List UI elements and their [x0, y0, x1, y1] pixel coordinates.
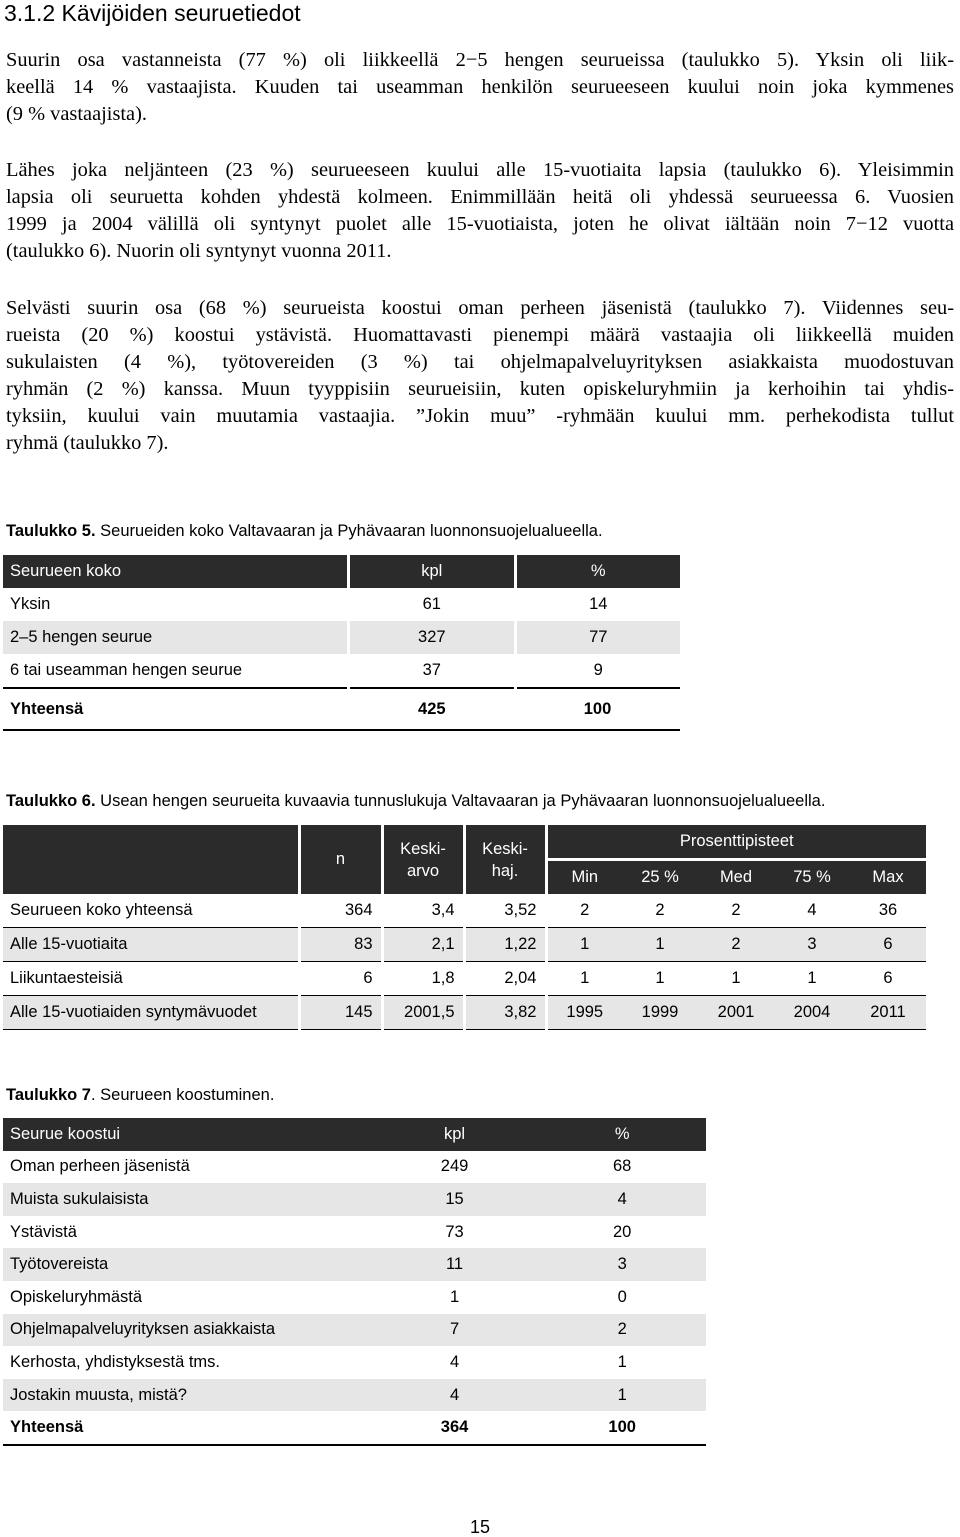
table-cell: 7 [371, 1314, 539, 1347]
paragraph-line: lapsia oli seuruetta kohden yhdestä kolmeen. Enimmillään heitä oli yhdessä seurueessa 6. Vuosien [6, 186, 954, 208]
table-cell: 61 [349, 588, 515, 621]
table-cell: 1 [449, 1287, 460, 1306]
header-cell: Seurueen koko [3, 555, 349, 588]
paragraph-line: Suurin osa vastanneista (77 %) oli liikkeellä 2−5 hengen seurueissa (taulukko 5). Yksin oli liik- [6, 49, 954, 71]
table-cell: 3,82 [464, 996, 546, 1030]
header-cell-min: Min [546, 860, 622, 895]
header-cell: kpl [349, 555, 515, 588]
table6-caption [6, 791, 825, 811]
table-row [3, 654, 680, 688]
header-cell: Seurue koostui [3, 1118, 371, 1151]
table-cell: 1995 [546, 996, 622, 1030]
table-cell: 1 [546, 928, 622, 962]
paragraph-line: 1999 ja 2004 välillä oli syntynyt puolet alle 15-vuotiaista, joten he olivat iältään noin 7−12 vuotta [6, 213, 954, 235]
table-cell: 83 [299, 928, 382, 962]
header-text: Keski- [482, 839, 528, 858]
paragraph-line: ryhmän (2 %) kanssa. Muun tyyppisiin seurueisiin, kuten opiskeluryhmiin ja kerhoihin tai yhdis- [6, 378, 954, 400]
header-cell-n: n [299, 825, 382, 894]
table7-caption [6, 1085, 274, 1105]
table6-caption-label: Taulukko 6. [6, 792, 96, 810]
table-cell: 2 [698, 928, 774, 962]
table-cell: Työtovereista [3, 1248, 371, 1281]
table-cell: 3,4 [382, 894, 464, 928]
table-cell: Liikuntaesteisiä [3, 962, 299, 996]
table-cell: 100 [515, 688, 680, 730]
table-row [3, 1346, 706, 1379]
header-cell: % [515, 555, 680, 588]
page-number: 15 [469, 1517, 491, 1537]
header-cell-mean [382, 825, 464, 894]
table-row [3, 1314, 706, 1347]
table-cell: 1 [538, 1379, 706, 1412]
table-cell: Kerhosta, yhdistyksestä tms. [10, 1352, 220, 1371]
table7-caption-label: Taulukko 7 [6, 1086, 91, 1104]
table-cell: 2 [622, 894, 698, 928]
paragraph-2 [6, 157, 954, 265]
table5-caption-text: Seurueiden koko Valtavaaran ja Pyhävaaran luonnonsuojelualueella. [95, 522, 603, 540]
table-row [3, 1151, 706, 1184]
table-cell: 14 [589, 595, 608, 613]
table-cell: 6 tai useamman hengen seurue [3, 654, 349, 688]
header-cell: kpl [371, 1118, 539, 1151]
table-cell: 37 [349, 654, 515, 688]
table-6 [3, 825, 926, 1030]
table-total-row [3, 1411, 706, 1445]
table-header-row [3, 555, 680, 588]
table-cell: 11 [371, 1248, 539, 1281]
table-row [3, 894, 926, 928]
table-row [3, 928, 926, 962]
paragraph-line: (taulukko 6). Nuorin oli syntynyt vuonna 2011. [6, 240, 392, 262]
table-cell: 1,22 [464, 928, 546, 962]
table-cell: 1 [546, 962, 622, 996]
table-cell: 6 [850, 962, 926, 996]
table-cell: 364 [299, 894, 382, 928]
table-cell: 2 [546, 894, 622, 928]
header-cell-percentiles: Prosenttipisteet [546, 825, 926, 860]
table5-caption [6, 521, 603, 541]
table-cell: 2 [538, 1314, 706, 1347]
table-row [3, 1248, 706, 1281]
table-row [3, 588, 680, 621]
table-row [3, 996, 926, 1030]
table-cell: 145 [299, 996, 382, 1030]
table-row [3, 1281, 706, 1314]
table5-caption-label: Taulukko 5. [6, 522, 96, 540]
table-5 [3, 555, 680, 731]
table-cell: 3 [774, 928, 850, 962]
table-cell: 0 [617, 1287, 627, 1306]
table-cell: 2004 [774, 996, 850, 1030]
section-heading: 3.1.2 Kävijöiden seuruetiedot [4, 0, 301, 26]
table-cell: 2 [698, 894, 774, 928]
header-cell-sd [464, 825, 546, 894]
table-cell: 4 [538, 1183, 706, 1216]
table-cell: 15 [371, 1183, 539, 1216]
table-cell: 100 [538, 1411, 706, 1445]
table-cell: Yhteensä [3, 1411, 371, 1445]
header-cell-med: Med [698, 860, 774, 895]
paragraph-line: Lähes joka neljänteen (23 %) seurueeseen kuului alle 15-vuotiaita lapsia (taulukko 6). Yleisimmin [6, 159, 954, 181]
table-cell: 1 [698, 962, 774, 996]
table-cell: 2–5 hengen seurue [3, 621, 349, 654]
table-cell: 4 [371, 1379, 539, 1412]
table-cell: 364 [371, 1411, 539, 1445]
table-cell: 249 [440, 1157, 469, 1176]
table-cell: 1 [622, 928, 698, 962]
table-cell: Opiskeluryhmästä [10, 1287, 143, 1306]
table-7 [3, 1118, 706, 1446]
paragraph-3 [6, 295, 954, 457]
table-header-row [3, 825, 926, 860]
header-text: haj. [491, 861, 519, 880]
table-cell: 73 [445, 1222, 464, 1241]
table-cell: Jostakin muusta, mistä? [3, 1379, 371, 1412]
table-cell: 2,1 [382, 928, 464, 962]
table-cell: 36 [850, 894, 926, 928]
table-cell: 425 [349, 688, 515, 730]
table-cell: 6 [850, 928, 926, 962]
header-cell [3, 825, 299, 894]
table-row [3, 962, 926, 996]
table-cell: 2001 [698, 996, 774, 1030]
table-total-row [3, 688, 680, 730]
table-cell: Ystävistä [10, 1222, 77, 1241]
table7-caption-text: . Seurueen koostuminen. [90, 1086, 275, 1104]
table-cell: 1 [774, 962, 850, 996]
paragraph-line: rueista (20 %) koostui ystävistä. Huomattavasti pienempi määrä vastaajia oli liikkeellä muiden [6, 324, 954, 346]
header-cell-max: Max [850, 860, 926, 895]
header-cell-p75: 75 % [774, 860, 850, 895]
table-cell: 6 [299, 962, 382, 996]
table-header-row [3, 1118, 706, 1151]
table-cell: 1,8 [382, 962, 464, 996]
paragraph-line: (9 % vastaajista). [6, 103, 147, 125]
table-cell: 4 [449, 1352, 460, 1371]
paragraph-1 [6, 47, 954, 128]
header-text: arvo [406, 861, 440, 880]
table-cell: 1999 [622, 996, 698, 1030]
table-cell: 68 [613, 1157, 632, 1176]
header-text: Keski- [400, 839, 446, 858]
table-cell: 4 [774, 894, 850, 928]
table-cell: 1 [622, 962, 698, 996]
table-cell: 20 [613, 1222, 632, 1241]
table6-caption-text: Usean hengen seurueita kuvaavia tunnuslukuja Valtavaaran ja Pyhävaaran luonnonsuojelualueella. [95, 792, 826, 810]
table-cell: 327 [349, 621, 515, 654]
table-cell: 3,52 [464, 894, 546, 928]
table-cell: Seurueen koko yhteensä [3, 894, 299, 928]
table-cell: 77 [515, 621, 680, 654]
table-row [3, 1216, 706, 1249]
paragraph-line: keellä 14 % vastaajista. Kuuden tai useamman henkilön seurueeseen kuului noin joka kymmenes [6, 76, 954, 98]
paragraph-line: Selvästi suurin osa (68 %) seurueista koostui oman perheen jäsenistä (taulukko 7). Viidennes seu- [6, 297, 954, 319]
table-cell: Ohjelmapalveluyrityksen asiakkaista [3, 1314, 371, 1347]
header-cell-p25: 25 % [622, 860, 698, 895]
table-cell: Yhteensä [3, 688, 349, 730]
table-cell: Alle 15-vuotiaita [3, 928, 299, 962]
table-row [3, 621, 680, 654]
table-cell: 9 [593, 661, 603, 679]
table-cell: Yksin [3, 588, 349, 621]
paragraph-line: ryhmä (taulukko 7). [6, 432, 169, 454]
paragraph-line: sukulaisten (4 %), työtovereiden (3 %) tai ohjelmapalveluyrityksen asiakkaista muodostuvan [6, 351, 954, 373]
table-cell: 2001,5 [382, 996, 464, 1030]
paragraph-line: tyksiin, kuului vain muutamia vastaajia. ”Jokin muu” -ryhmään kuului mm. perhekodista tullut [6, 405, 954, 427]
table-cell: Alle 15-vuotiaiden syntymävuodet [3, 996, 299, 1030]
table-cell: 2011 [850, 996, 926, 1030]
table-cell: Oman perheen jäsenistä [10, 1157, 190, 1176]
table-cell: 1 [617, 1352, 627, 1371]
table-cell: 2,04 [464, 962, 546, 996]
header-cell: % [538, 1118, 706, 1151]
table-row [3, 1183, 706, 1216]
table-cell: 3 [538, 1248, 706, 1281]
table-cell: Muista sukulaisista [3, 1183, 371, 1216]
table-row [3, 1379, 706, 1412]
